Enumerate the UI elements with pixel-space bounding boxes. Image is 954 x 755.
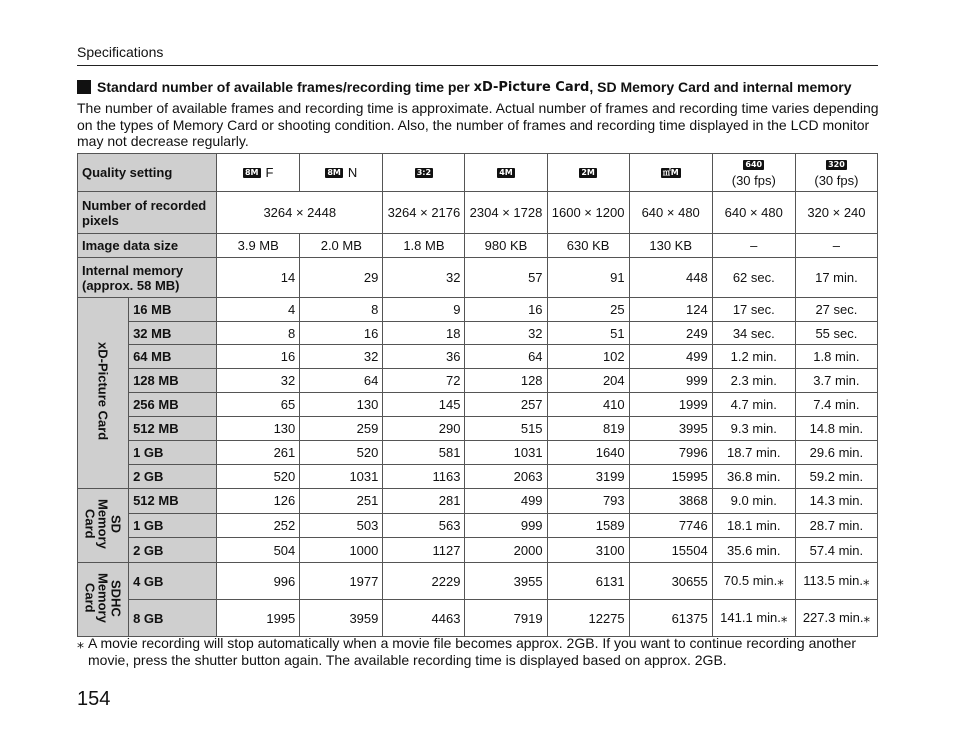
capacity-cell: 128 [465,369,547,393]
pixels-cell: 2304 × 1728 [465,192,547,234]
capacity-cell: 16 [217,345,300,369]
capacity-cell: 36.8 min. [712,465,795,489]
capacity-cell: 1640 [547,441,629,465]
capacity-cell: 34 sec. [712,322,795,345]
datasize-label: Image data size [78,234,217,258]
capacity-cell: 4.7 min. [712,393,795,417]
card-size-label: 8 GB [129,600,217,637]
capacity-cell: 18 [383,322,465,345]
capacity-cell: 15504 [629,538,712,563]
capacity-cell: 1031 [465,441,547,465]
internal-row [78,258,878,298]
capacity-cell: 70.5 min.⁎ [712,563,795,600]
capacity-cell: 563 [383,513,465,538]
capacity-cell: 59.2 min. [795,465,877,489]
capacity-cell: 261 [217,441,300,465]
header-divider [77,65,878,66]
capacity-cell: 9.0 min. [712,489,795,514]
card-group-label [78,298,129,489]
capacity-cell: 8 [300,298,383,322]
card-size-label: 256 MB [129,393,217,417]
capacity-cell: 520 [300,441,383,465]
datasize-cell: 130 KB [629,234,712,258]
quality-mode-icon: 8M [327,168,341,178]
capacity-cell: 410 [547,393,629,417]
pixels-row [78,192,878,234]
capacity-cell: 227.3 min.⁎ [795,600,877,637]
footnote-text: A movie recording will stop automatically when a movie file becomes approx. 2GB. If you want to continue recording another movie, press the shutter button again. The available recording time is displayed based on approx. 2GB. [88,635,857,668]
pixels-cell: 640 × 480 [712,192,795,234]
internal-cell: 29 [300,258,383,298]
capacity-cell: 1999 [629,393,712,417]
capacity-cell: 130 [217,417,300,441]
capacity-cell: 290 [383,417,465,441]
capacity-cell: 1000 [300,538,383,563]
card-row [78,513,878,538]
internal-cell: 32 [383,258,465,298]
datasize-cell: 630 KB [547,234,629,258]
capacity-cell: 499 [629,345,712,369]
footnote [77,635,882,669]
capacity-cell: 15995 [629,465,712,489]
capacity-cell: 28.7 min. [795,513,877,538]
capacity-cell: 8 [217,322,300,345]
heading-prefix: Standard number of available frames/recording time per [97,79,474,95]
internal-cell: 14 [217,258,300,298]
capacity-cell: 4463 [383,600,465,637]
capacity-cell: 36 [383,345,465,369]
capacity-cell: 16 [465,298,547,322]
card-group-name: xD-Picture Card [95,342,111,441]
capacity-cell: 7746 [629,513,712,538]
asterisk-mark: ⁎ [77,635,84,651]
capacity-cell: 3955 [465,563,547,600]
capacity-cell: 57.4 min. [795,538,877,563]
internal-cell: 57 [465,258,547,298]
capacity-cell: 1.2 min. [712,345,795,369]
capacity-cell: 27 sec. [795,298,877,322]
quality-mode-icon: 320 [828,160,845,170]
card-row [78,563,878,600]
pixels-cell: 640 × 480 [629,192,712,234]
quality-setting-label: Quality setting [78,154,217,192]
capacity-cell: 17 sec. [712,298,795,322]
quality-mode-icon: 8M [244,168,259,178]
capacity-cell: 29.6 min. [795,441,877,465]
capacity-table [77,153,878,637]
datasize-row [78,234,878,258]
card-size-label: 16 MB [129,298,217,322]
quality-col-3 [465,154,547,192]
capacity-cell: 281 [383,489,465,514]
card-group-label [78,489,129,563]
capacity-cell: 503 [300,513,383,538]
capacity-cell: 64 [465,345,547,369]
capacity-cell: 9.3 min. [712,417,795,441]
capacity-cell: 130 [300,393,383,417]
datasize-cell: 3.9 MB [217,234,300,258]
capacity-cell: 1589 [547,513,629,538]
capacity-cell: 3.7 min. [795,369,877,393]
capacity-cell: 61375 [629,600,712,637]
quality-mode-icon: ㎡M [662,168,679,178]
capacity-cell: 1995 [217,600,300,637]
capacity-cell: 35.6 min. [712,538,795,563]
capacity-cell: 252 [217,513,300,538]
capacity-cell: 72 [383,369,465,393]
capacity-cell: 32 [465,322,547,345]
card-size-label: 4 GB [129,563,217,600]
card-row [78,538,878,563]
internal-memory-label: Internal memory (approx. 58 MB) [78,258,217,298]
card-group-name: SD Memory Card [82,499,124,549]
quality-mode-icon: 3:2 [416,168,432,178]
quality-col-0 [217,154,300,192]
capacity-cell: 504 [217,538,300,563]
heading-xd-card: xD-Picture Card [473,79,590,95]
internal-cell: 62 sec. [712,258,795,298]
capacity-cell: 999 [465,513,547,538]
pixels-label: Number of recorded pixels [78,192,217,234]
card-size-label: 512 MB [129,489,217,514]
quality-mode-icon: 640 [745,160,763,170]
capacity-cell: 3995 [629,417,712,441]
capacity-cell: 3868 [629,489,712,514]
capacity-cell: 3959 [300,600,383,637]
capacity-cell: 14.8 min. [795,417,877,441]
quality-mode-icon: 4M [499,168,513,178]
card-size-label: 128 MB [129,369,217,393]
square-bullet-icon [77,80,91,94]
capacity-cell: 55 sec. [795,322,877,345]
quality-row [78,154,878,192]
internal-cell: 448 [629,258,712,298]
quality-col-4 [547,154,629,192]
heading-suffix: , SD Memory Card and internal memory [589,79,852,95]
card-size-label: 64 MB [129,345,217,369]
capacity-cell: 113.5 min.⁎ [795,563,877,600]
capacity-cell: 51 [547,322,629,345]
card-size-label: 1 GB [129,441,217,465]
capacity-cell: 793 [547,489,629,514]
quality-suffix: (30 fps) [731,172,776,188]
datasize-cell: – [795,234,877,258]
quality-col-1 [300,154,383,192]
capacity-cell: 65 [217,393,300,417]
card-row [78,489,878,514]
card-row [78,600,878,637]
capacity-cell: 2000 [465,538,547,563]
datasize-cell: 1.8 MB [383,234,465,258]
capacity-cell: 7.4 min. [795,393,877,417]
capacity-cell: 1.8 min. [795,345,877,369]
card-size-label: 2 GB [129,538,217,563]
capacity-cell: 2063 [465,465,547,489]
capacity-cell: 251 [300,489,383,514]
card-size-label: 1 GB [129,513,217,538]
capacity-cell: 6131 [547,563,629,600]
capacity-cell: 7919 [465,600,547,637]
intro-paragraph: The number of available frames and recording time is approximate. Actual number of frames and recording time varies depending on the types of Memory Card or shooting condition. Also, the number of frames and recording time displayed in the LCD monitor may not decrease regularly. [77,100,879,149]
datasize-cell: – [712,234,795,258]
capacity-cell: 204 [547,369,629,393]
quality-col-5 [629,154,712,192]
capacity-cell: 1127 [383,538,465,563]
capacity-cell: 141.1 min.⁎ [712,600,795,637]
internal-cell: 17 min. [795,258,877,298]
pixels-cell: 3264 × 2448 [217,192,383,234]
pixels-cell: 320 × 240 [795,192,877,234]
card-size-label: 32 MB [129,322,217,345]
capacity-cell: 7996 [629,441,712,465]
card-row [78,345,878,369]
card-row [78,298,878,322]
card-size-label: 512 MB [129,417,217,441]
capacity-cell: 102 [547,345,629,369]
capacity-cell: 2229 [383,563,465,600]
capacity-cell: 3100 [547,538,629,563]
quality-suffix: (30 fps) [814,172,859,188]
card-row [78,465,878,489]
card-size-label: 2 GB [129,465,217,489]
capacity-cell: 259 [300,417,383,441]
capacity-cell: 4 [217,298,300,322]
card-group-name: SDHC Memory Card [82,573,124,623]
capacity-cell: 32 [217,369,300,393]
quality-mode-icon: 2M [581,168,595,178]
card-group-label [78,563,129,637]
quality-col-2 [383,154,465,192]
pixels-cell: 3264 × 2176 [383,192,465,234]
quality-col-7 [795,154,877,192]
capacity-cell: 14.3 min. [795,489,877,514]
capacity-cell: 996 [217,563,300,600]
capacity-cell: 124 [629,298,712,322]
capacity-cell: 18.1 min. [712,513,795,538]
capacity-cell: 25 [547,298,629,322]
quality-col-6 [712,154,795,192]
capacity-cell: 18.7 min. [712,441,795,465]
capacity-cell: 581 [383,441,465,465]
capacity-cell: 126 [217,489,300,514]
card-row [78,393,878,417]
capacity-cell: 145 [383,393,465,417]
section-heading [77,79,852,95]
page-number: 154 [77,688,111,710]
capacity-cell: 1977 [300,563,383,600]
capacity-cell: 32 [300,345,383,369]
capacity-cell: 16 [300,322,383,345]
capacity-cell: 249 [629,322,712,345]
pixels-cell: 1600 × 1200 [547,192,629,234]
capacity-cell: 999 [629,369,712,393]
card-row [78,417,878,441]
quality-suffix: F [265,164,274,180]
capacity-cell: 3199 [547,465,629,489]
card-row [78,441,878,465]
capacity-cell: 9 [383,298,465,322]
capacity-cell: 1163 [383,465,465,489]
capacity-cell: 64 [300,369,383,393]
capacity-cell: 520 [217,465,300,489]
capacity-cell: 499 [465,489,547,514]
capacity-cell: 12275 [547,600,629,637]
internal-cell: 91 [547,258,629,298]
card-row [78,369,878,393]
quality-suffix: N [347,164,358,180]
running-header: Specifications [77,44,164,60]
capacity-cell: 1031 [300,465,383,489]
capacity-cell: 819 [547,417,629,441]
datasize-cell: 980 KB [465,234,547,258]
card-row [78,322,878,345]
capacity-cell: 30655 [629,563,712,600]
capacity-cell: 257 [465,393,547,417]
capacity-cell: 2.3 min. [712,369,795,393]
datasize-cell: 2.0 MB [300,234,383,258]
capacity-cell: 515 [465,417,547,441]
